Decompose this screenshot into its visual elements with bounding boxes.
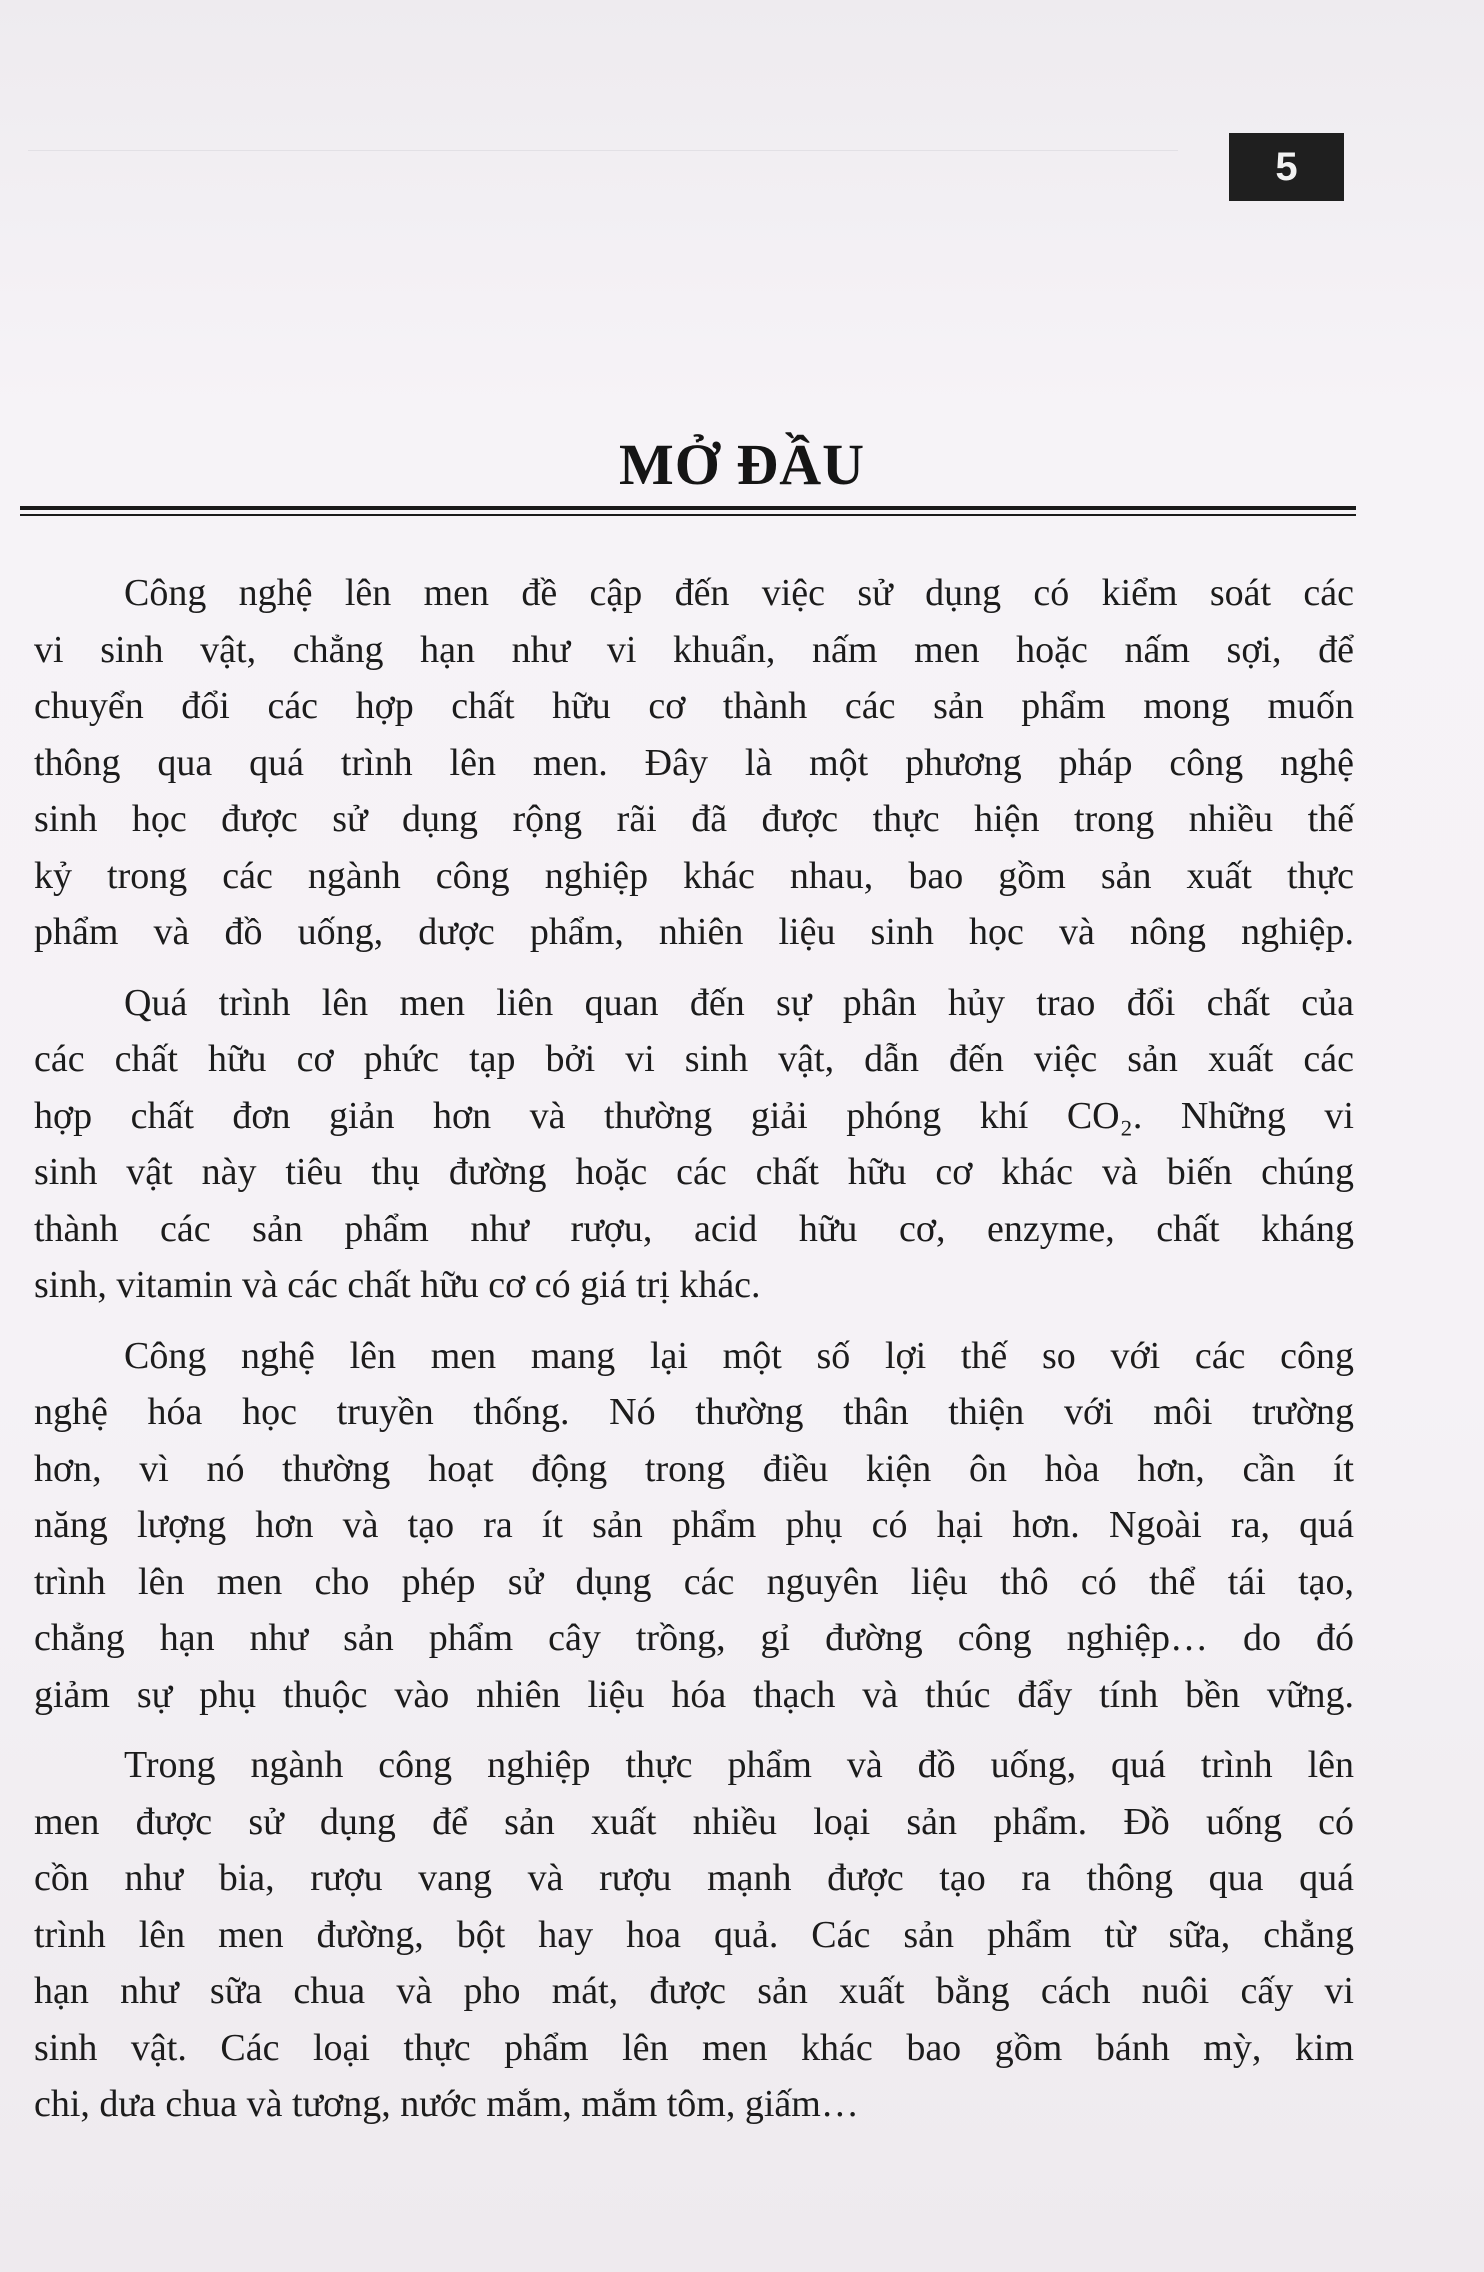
- paragraph-line: chuyển đổi các hợp chất hữu cơ thành các sản phẩm mong muốn: [34, 685, 1354, 727]
- paragraph-line: trình lên men đường, bột hay hoa quả. Các sản phẩm từ sữa, chẳng: [34, 1913, 1354, 1956]
- paragraph-line: vi sinh vật, chẳng hạn như vi khuẩn, nấm men hoặc nấm sợi, để: [34, 628, 1354, 671]
- paragraph-line: Quá trình lên men liên quan đến sự phân hủy trao đổi chất của: [124, 981, 1354, 1024]
- paragraph-line: cồn như bia, rượu vang và rượu mạnh được tạo ra thông qua quá: [34, 1857, 1354, 1899]
- paragraph-line: chi, dưa chua và tương, nước mắm, mắm tôm, giấm…: [34, 2083, 859, 2125]
- paragraph-line: thành các sản phẩm như rượu, acid hữu cơ, enzyme, chất kháng: [34, 1207, 1354, 1250]
- paragraph-line: nghệ hóa học truyền thống. Nó thường thân thiện với môi trường: [34, 1391, 1354, 1433]
- paragraph-line: sinh học được sử dụng rộng rãi đã được thực hiện trong nhiều thế: [34, 798, 1354, 840]
- paragraph-line: hơn, vì nó thường hoạt động trong điều kiện ôn hòa hơn, cần ít: [34, 1447, 1354, 1490]
- page-number-badge: 5: [1229, 133, 1344, 201]
- paragraph-line: Công nghệ lên men đề cập đến việc sử dụng có kiểm soát các: [124, 572, 1354, 614]
- paragraph-line: trình lên men cho phép sử dụng các nguyên liệu thô có thể tái tạo,: [34, 1560, 1354, 1603]
- chapter-title: MỞ ĐẦU: [618, 432, 865, 497]
- paragraph-line: Công nghệ lên men mang lại một số lợi thế so với các công: [124, 1334, 1354, 1377]
- title-rule-thick: [20, 506, 1356, 510]
- paragraph-line: Trong ngành công nghiệp thực phẩm và đồ uống, quá trình lên: [124, 1744, 1354, 1786]
- paragraph-line: giảm sự phụ thuộc vào nhiên liệu hóa thạch và thúc đẩy tính bền vững.: [34, 1673, 1354, 1716]
- paragraph-line: men được sử dụng để sản xuất nhiều loại sản phẩm. Đồ uống có: [34, 1800, 1354, 1843]
- paragraph-1: [34, 565, 1354, 961]
- paragraph-3: [34, 1328, 1354, 1724]
- page-header-rule: [28, 150, 1178, 151]
- paragraph-line: sinh vật. Các loại thực phẩm lên men khác bao gồm bánh mỳ, kim: [34, 2026, 1354, 2069]
- paragraph-line: kỷ trong các ngành công nghiệp khác nhau, bao gồm sản xuất thực: [34, 854, 1354, 897]
- paragraph-line: hạn như sữa chua và pho mát, được sản xuất bằng cách nuôi cấy vi: [34, 1970, 1354, 2012]
- paragraph-line: sinh vật này tiêu thụ đường hoặc các chất hữu cơ khác và biến chúng: [34, 1151, 1354, 1193]
- paragraph-line: phẩm và đồ uống, dược phẩm, nhiên liệu sinh học và nông nghiệp.: [34, 911, 1354, 953]
- paragraph-4: [34, 1737, 1354, 2133]
- paragraph-line: hợp chất đơn giản hơn và thường giải phóng khí CO₂. Những vi: [34, 1094, 1354, 1137]
- paragraph-line: năng lượng hơn và tạo ra ít sản phẩm phụ có hại hơn. Ngoài ra, quá: [34, 1504, 1354, 1546]
- paragraph-line: thông qua quá trình lên men. Đây là một phương pháp công nghệ: [34, 741, 1354, 784]
- title-rule-thin: [20, 514, 1356, 516]
- body-text: [34, 565, 1354, 2133]
- paragraph-2: [34, 975, 1354, 1314]
- paragraph-line: các chất hữu cơ phức tạp bởi vi sinh vật, dẫn đến việc sản xuất các: [34, 1038, 1354, 1080]
- paragraph-line: chẳng hạn như sản phẩm cây trồng, gỉ đường công nghiệp… do đó: [34, 1617, 1354, 1659]
- paragraph-line: sinh, vitamin và các chất hữu cơ có giá trị khác.: [34, 1264, 761, 1306]
